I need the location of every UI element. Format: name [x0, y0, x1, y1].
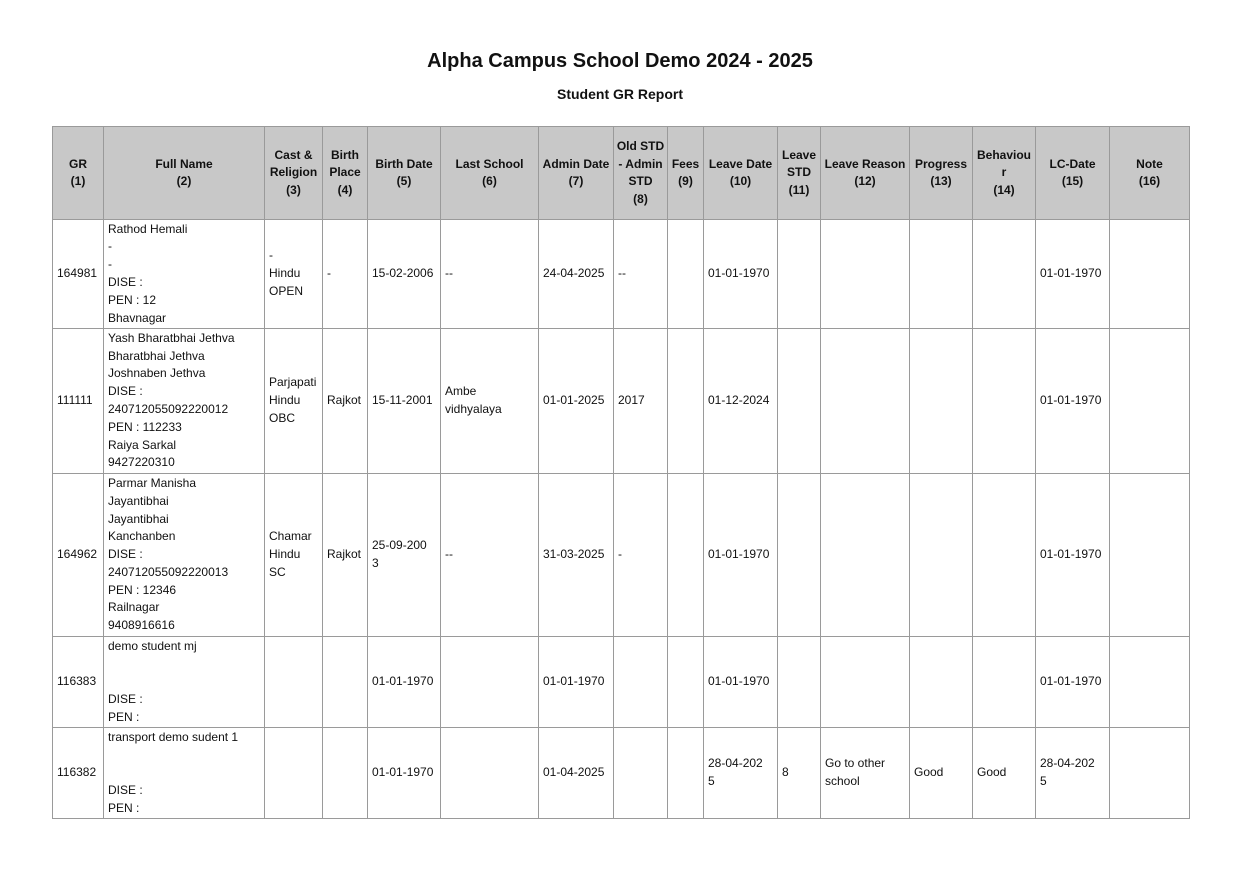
col-header-birth-date: Birth Date (5): [368, 127, 441, 220]
cell-gr: 164962: [53, 474, 104, 637]
cell-admin-date: 24-04-2025: [539, 220, 614, 329]
cell-birth-date: 15-11-2001: [368, 329, 441, 474]
cell-old-admin-std: 2017: [614, 329, 668, 474]
cell-gr: 164981: [53, 220, 104, 329]
cell-gr: 116382: [53, 728, 104, 819]
cell-cast-religion: [265, 728, 323, 819]
cell-birth-date: 01-01-1970: [368, 728, 441, 819]
col-header-old-admin-std: Old STD - Admin STD (8): [614, 127, 668, 220]
cell-lc-date: 01-01-1970: [1036, 474, 1110, 637]
cell-full-name: Yash Bharatbhai Jethva Bharatbhai Jethva Joshnaben Jethva DISE : 240712055092220012 PEN : 112233 Raiya Sarkal 9427220310: [104, 329, 265, 474]
cell-lc-date: 28-04-202 5: [1036, 728, 1110, 819]
cell-full-name: Parmar Manisha Jayantibhai Jayantibhai Kanchanben DISE : 240712055092220013 PEN : 12346 Railnagar 9408916616: [104, 474, 265, 637]
cell-gr: 116383: [53, 637, 104, 728]
cell-behaviour: Good: [973, 728, 1036, 819]
cell-admin-date: 01-04-2025: [539, 728, 614, 819]
cell-old-admin-std: [614, 637, 668, 728]
cell-birth-date: 15-02-2006: [368, 220, 441, 329]
cell-leave-reason: [821, 220, 910, 329]
cell-behaviour: [973, 220, 1036, 329]
cell-admin-date: 01-01-1970: [539, 637, 614, 728]
col-header-behaviour: Behaviou r (14): [973, 127, 1036, 220]
cell-last-school: --: [441, 474, 539, 637]
col-header-cast-religion: Cast & Religion (3): [265, 127, 323, 220]
cell-note: [1110, 474, 1190, 637]
col-header-progress: Progress (13): [910, 127, 973, 220]
cell-birth-place: [323, 728, 368, 819]
table-row: [53, 728, 1190, 819]
cell-behaviour: [973, 329, 1036, 474]
cell-leave-reason: [821, 637, 910, 728]
cell-behaviour: [973, 637, 1036, 728]
col-header-fees: Fees (9): [668, 127, 704, 220]
col-header-full-name: Full Name (2): [104, 127, 265, 220]
cell-birth-place: Rajkot: [323, 329, 368, 474]
table-header-row: [53, 127, 1190, 220]
student-gr-table: [52, 126, 1190, 819]
cell-leave-std: [778, 637, 821, 728]
cell-note: [1110, 220, 1190, 329]
cell-cast-religion: [265, 637, 323, 728]
cell-old-admin-std: [614, 728, 668, 819]
cell-cast-religion: Chamar Hindu SC: [265, 474, 323, 637]
cell-leave-reason: [821, 329, 910, 474]
col-header-leave-reason: Leave Reason (12): [821, 127, 910, 220]
cell-lc-date: 01-01-1970: [1036, 220, 1110, 329]
cell-full-name: Rathod Hemali - - DISE : PEN : 12 Bhavnagar: [104, 220, 265, 329]
cell-note: [1110, 329, 1190, 474]
col-header-leave-std: Leave STD (11): [778, 127, 821, 220]
cell-birth-place: -: [323, 220, 368, 329]
cell-progress: [910, 637, 973, 728]
cell-leave-date: 01-01-1970: [704, 474, 778, 637]
cell-admin-date: 31-03-2025: [539, 474, 614, 637]
table-row: [53, 474, 1190, 637]
cell-progress: Good: [910, 728, 973, 819]
cell-leave-date: 01-01-1970: [704, 220, 778, 329]
cell-behaviour: [973, 474, 1036, 637]
cell-progress: [910, 220, 973, 329]
report-subtitle: Student GR Report: [557, 86, 683, 102]
report-school-title: Alpha Campus School Demo 2024 - 2025: [427, 50, 813, 72]
cell-gr: 111111: [53, 329, 104, 474]
cell-fees: [668, 474, 704, 637]
table-row: [53, 220, 1190, 329]
table-row: [53, 637, 1190, 728]
cell-leave-std: [778, 474, 821, 637]
cell-leave-date: 01-12-2024: [704, 329, 778, 474]
cell-last-school: [441, 637, 539, 728]
col-header-lc-date: LC-Date (15): [1036, 127, 1110, 220]
cell-last-school: Ambe vidhyalaya: [441, 329, 539, 474]
cell-leave-std: [778, 329, 821, 474]
table-row: [53, 329, 1190, 474]
cell-last-school: [441, 728, 539, 819]
cell-cast-religion: - Hindu OPEN: [265, 220, 323, 329]
col-header-last-school: Last School (6): [441, 127, 539, 220]
cell-fees: [668, 637, 704, 728]
cell-leave-std: 8: [778, 728, 821, 819]
cell-note: [1110, 637, 1190, 728]
cell-old-admin-std: --: [614, 220, 668, 329]
cell-leave-std: [778, 220, 821, 329]
cell-old-admin-std: -: [614, 474, 668, 637]
col-header-admin-date: Admin Date (7): [539, 127, 614, 220]
cell-progress: [910, 474, 973, 637]
cell-lc-date: 01-01-1970: [1036, 637, 1110, 728]
cell-leave-reason: Go to other school: [821, 728, 910, 819]
cell-birth-place: Rajkot: [323, 474, 368, 637]
cell-leave-date: 01-01-1970: [704, 637, 778, 728]
cell-full-name: transport demo sudent 1 DISE : PEN :: [104, 728, 265, 819]
cell-leave-reason: [821, 474, 910, 637]
cell-birth-date: 25-09-200 3: [368, 474, 441, 637]
cell-cast-religion: Parjapati Hindu OBC: [265, 329, 323, 474]
cell-fees: [668, 728, 704, 819]
cell-birth-place: [323, 637, 368, 728]
col-header-note: Note (16): [1110, 127, 1190, 220]
col-header-gr: GR (1): [53, 127, 104, 220]
col-header-leave-date: Leave Date (10): [704, 127, 778, 220]
cell-note: [1110, 728, 1190, 819]
cell-leave-date: 28-04-202 5: [704, 728, 778, 819]
cell-fees: [668, 329, 704, 474]
cell-lc-date: 01-01-1970: [1036, 329, 1110, 474]
cell-progress: [910, 329, 973, 474]
col-header-birth-place: Birth Place (4): [323, 127, 368, 220]
cell-admin-date: 01-01-2025: [539, 329, 614, 474]
cell-fees: [668, 220, 704, 329]
cell-full-name: demo student mj DISE : PEN :: [104, 637, 265, 728]
cell-last-school: --: [441, 220, 539, 329]
cell-birth-date: 01-01-1970: [368, 637, 441, 728]
